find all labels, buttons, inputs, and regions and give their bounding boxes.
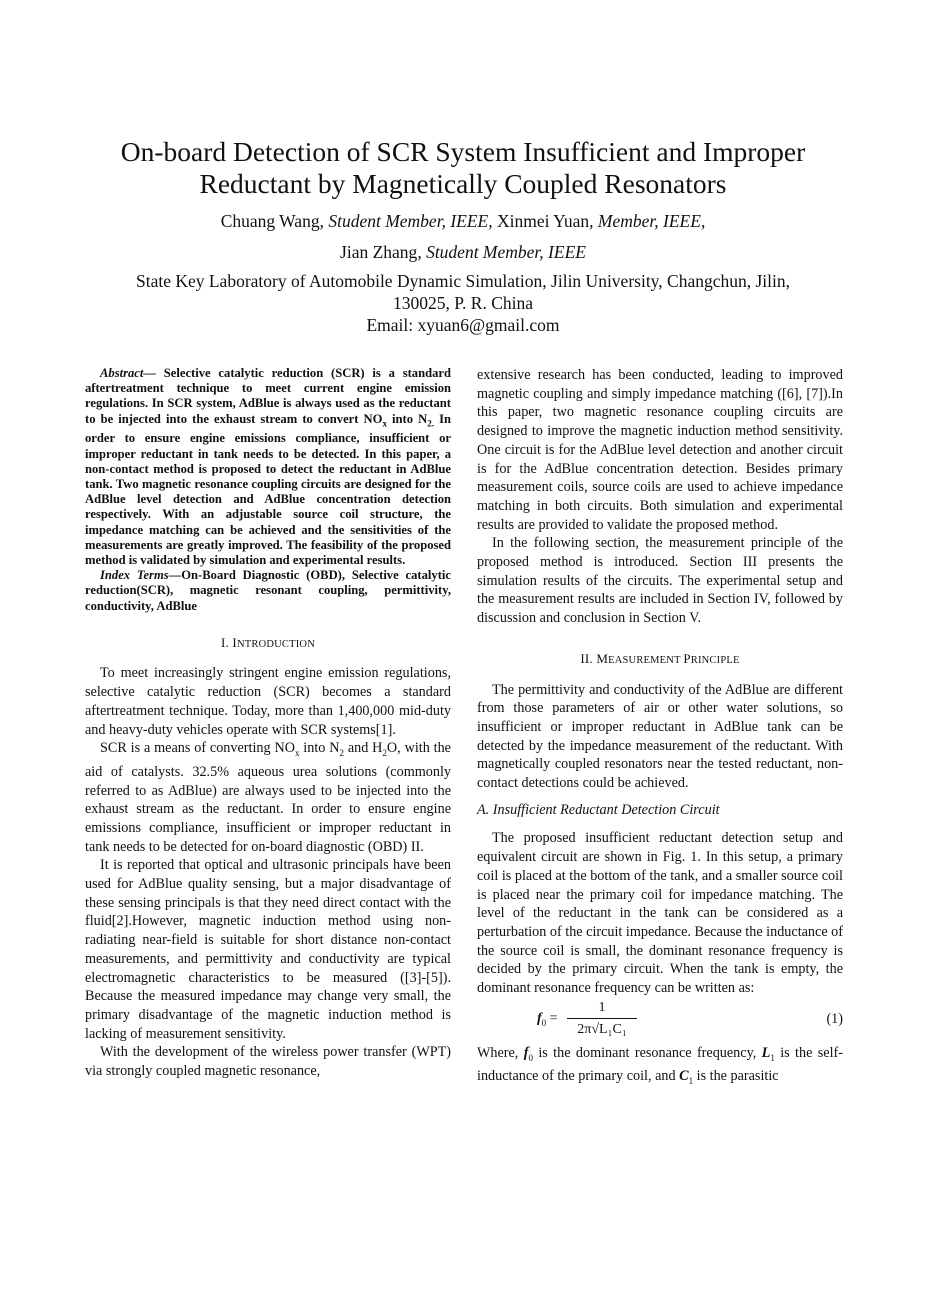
- subscript: 2.: [427, 418, 434, 429]
- subscript: 0: [541, 1017, 547, 1028]
- denominator: 2π√L₁C₁: [577, 1021, 627, 1037]
- section-number: I. I: [221, 634, 237, 650]
- affiliation: [60, 270, 866, 336]
- paragraph: [477, 1044, 843, 1091]
- title-line-2: Reductant by Magnetically Coupled Resonators: [199, 168, 727, 199]
- paragraph: The proposed insufficient reductant detection setup and equivalent circuit are shown in Fig. 1. In this setup, a primary coil is placed at the bottom of the tank, and a smaller source coil is placed near the primary coil for impedance matching. The level of the reductant in the tank can be considered as a perturbation of the circuit impedance. Because the inductance of the source coil is small, the dominant resonance frequency is decided by the primary circuit. When the tank is empty, the dominant resonance frequency can be written as:: [477, 830, 843, 997]
- text-run: is the self-inductance of the primary coil, and: [477, 1044, 843, 1085]
- text-run: Where,: [477, 1044, 524, 1061]
- author-role: , Student Member, IEEE,: [319, 211, 493, 231]
- section-title: EASUREMENT: [608, 654, 684, 666]
- paragraph: It is reported that optical and ultrasonic principals have been used for AdBlue quality sensing, but a major disadvantage of these sensing principals is that they need direct contact with the fluid[2].However, magnetic induction method using non-radiating near-field is suitable for short distance non-contact measurements, and permittivity and conductivity are typical electromagnetic characteristics to be measured ([3]-[5]). Because the measured impedance may change very small, the primary disadvantage of the magnetic induction method is lacking of measurement sensitivity.: [85, 857, 451, 1042]
- paper-title: [60, 136, 866, 200]
- paragraph: In the following section, the measurement principle of the proposed method is introduced. Section III presents the simulation results of the circuits. The experimental setup and the measurement results are included in Section IV, followed by discussion and conclusion in Section V.: [477, 535, 843, 627]
- author-line-2: [60, 237, 866, 268]
- paragraph: The permittivity and conductivity of the AdBlue are different from those parameters of air or other water solutions, so insufficient or improper reductant in AdBlue tank can be detected by the impedance measurement of the reductant. With magnetically coupled resonators near the tested reductant, non-contact detections could be achieved.: [477, 681, 843, 792]
- equation-number: (1): [826, 1010, 843, 1027]
- subscript: 2: [382, 748, 387, 759]
- paragraph: To meet increasingly stringent engine emission regulations, selective catalytic reduction (SCR) becomes a standard aftertreatment technique. Today, more than 1,400,000 mid-duty and heavy-duty vehicles operate with SCR systems[1].: [85, 665, 451, 738]
- author-role: , Student Member, IEEE: [417, 242, 586, 262]
- subscript: 0: [528, 1052, 533, 1063]
- section-heading-measurement-principle: [477, 650, 843, 671]
- section-heading-introduction: [85, 634, 451, 655]
- author-email: Email: xyuan6@gmail.com: [366, 315, 560, 335]
- text-run: into N: [299, 740, 340, 757]
- abstract-label: Abstract—: [100, 366, 156, 380]
- text-run: SCR is a means of converting NO: [100, 740, 295, 757]
- title-line-1: On-board Detection of SCR System Insufficient and Improper: [120, 136, 806, 167]
- equals-sign: =: [546, 1010, 558, 1026]
- author-name: Chuang Wang: [220, 211, 320, 231]
- author-list: [60, 206, 866, 268]
- equation-1: [477, 1000, 843, 1040]
- author-name: Xinmei Yuan: [492, 211, 590, 231]
- section-number: II. M: [580, 650, 609, 666]
- index-terms: [85, 568, 451, 614]
- abstract: [85, 366, 451, 568]
- numerator: 1: [598, 999, 606, 1015]
- text-run: is the dominant resonance frequency,: [532, 1044, 762, 1061]
- text-run: O, with the aid of catalysts. 32.5% aqueous urea solutions (commonly referred to as AdBlue) are always used to be injected into the exhaust stream as the reductant. In order to ensure engine emissions compliance, insufficient or improper reductant in tank needs to be detected for on-board diagnostic (OBD) II.: [85, 740, 451, 855]
- text-run: is the parasitic: [693, 1068, 779, 1085]
- author-line-1: [60, 206, 866, 237]
- paragraph: [85, 739, 451, 856]
- variable: f: [523, 1044, 529, 1061]
- author-role: , Member, IEEE: [589, 211, 701, 231]
- index-terms-label: Index Terms: [100, 568, 169, 583]
- variable: C: [679, 1068, 689, 1085]
- subscript: x: [294, 748, 300, 759]
- subscript: x: [382, 418, 387, 429]
- variable: f: [537, 1010, 542, 1026]
- fraction-bar: [567, 1018, 637, 1019]
- variable: L: [761, 1044, 771, 1061]
- author-name: Jian Zhang: [340, 242, 418, 262]
- left-column: [85, 366, 451, 1081]
- abstract-text: Selective catalytic reduction (SCR) is a standard aftertreatment technique to meet current engine emission regulations. In SCR system, AdBlue is always used as the reductant to be injected into the exhaust stream to convert NO: [85, 366, 451, 426]
- equation-lhs: [537, 1010, 558, 1033]
- text-run: and H: [343, 740, 383, 757]
- subsection-heading: A. Insufficient Reductant Detection Circuit: [477, 801, 720, 818]
- subscript: 1: [770, 1052, 775, 1063]
- abstract-text: In order to ensure engine emissions compliance, insufficient or improper reductant in tank needs to be detected. In this paper, a non-contact method is proposed to detect the reductant in AdBlue tank. Two magnetic resonance coupling circuits are designed for the AdBlue level detection and AdBlue concentration detection respectively. With an adjustable source coil structure, the impedance matching can be achieved and the sensitivities of the measurements are greatly improved. The feasibility of the proposed method is validated by simulation and experimental results.: [85, 411, 451, 567]
- subscript: 1: [688, 1076, 694, 1087]
- section-title: RINCIPLE: [690, 654, 740, 666]
- affiliation-line-1: State Key Laboratory of Automobile Dynamic Simulation, Jilin University, Changchun, Jilin,: [135, 271, 791, 291]
- section-title-cap: P: [683, 650, 691, 666]
- equation-fraction: [567, 1000, 637, 1039]
- subscript: 2: [339, 748, 344, 759]
- author-separator: ,: [700, 211, 706, 231]
- abstract-text: into N: [386, 411, 428, 426]
- index-terms-text: —On-Board Diagnostic (OBD), Selective catalytic reduction(SCR), magnetic resonant coupling, permittivity, conductivity, AdBlue: [85, 568, 451, 613]
- paragraph: extensive research has been conducted, leading to improved magnetic coupling and simply impedance matching ([6], [7]).In this paper, two magnetic resonance coupling circuits are designed to improve the magnetic induction method sensitivity. One circuit is for the AdBlue level detection and another circuit is for the AdBlue concentration detection. Besides primary measurement coils, source coils are used to achieve impedance matching in both circuits. Both simulation and experimental results are provided to validate the proposed method.: [477, 367, 843, 533]
- paragraph: With the development of the wireless power transfer (WPT) via strongly coupled magnetic resonance,: [85, 1044, 451, 1080]
- right-column: [477, 366, 843, 1091]
- affiliation-line-2: 130025, P. R. China: [392, 293, 534, 313]
- section-title: NTRODUCTION: [236, 638, 315, 650]
